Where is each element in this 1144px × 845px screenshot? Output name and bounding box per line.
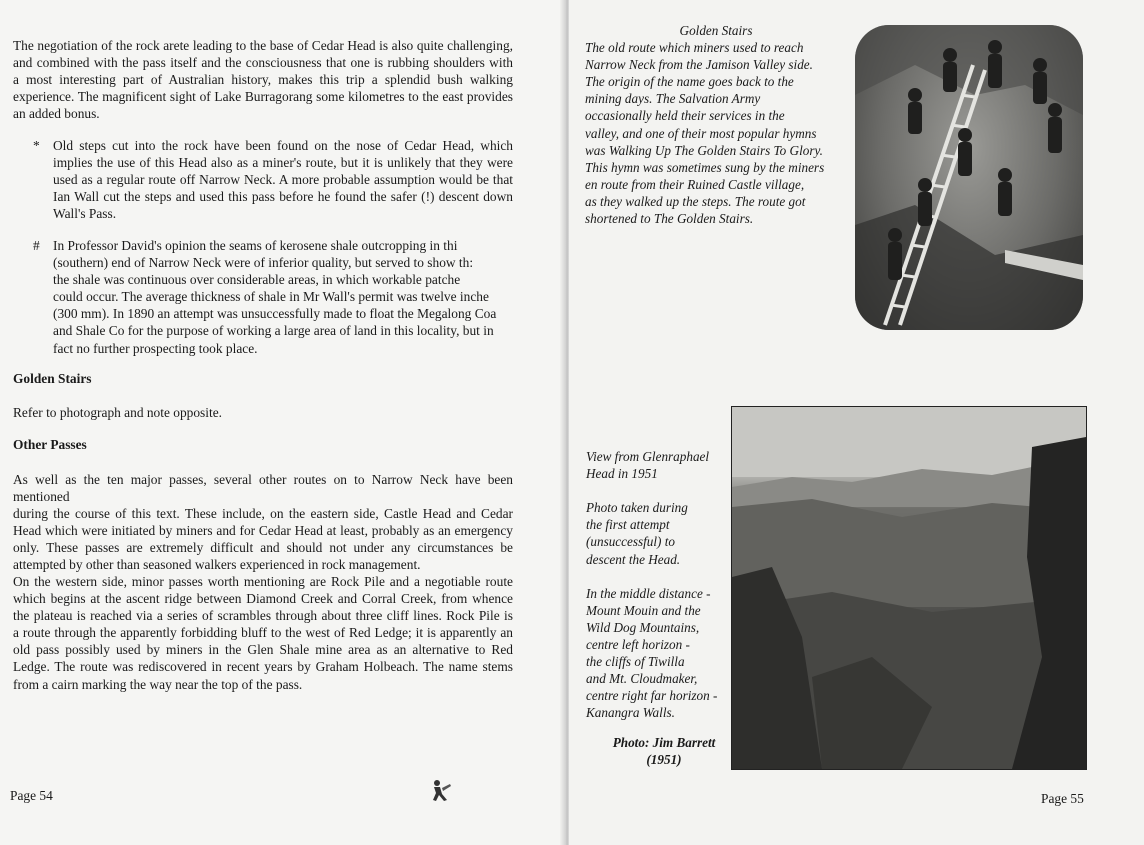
caption-spacer xyxy=(586,482,726,499)
note-hash xyxy=(53,237,523,357)
intro-line: The negotiation of the rock arete leading to the base of Cedar Head is also quite challenging, xyxy=(13,38,513,53)
golden-stairs-photo xyxy=(855,25,1083,330)
paragraph-line: old pass possibly used by miners in the Glen Shale mine area as an alternative to Red xyxy=(13,642,513,658)
paragraph-line: As well as the ten major passes, several other routes on to Narrow Neck have been mentioned xyxy=(13,472,513,505)
note-line: fact no further prospecting took place. xyxy=(53,340,258,356)
caption-line: (unsuccessful) to xyxy=(586,534,675,550)
intro-line: and combined with the pass itself and the consciousness that one is rubbing shoulders with xyxy=(13,55,513,71)
walker-logo-icon xyxy=(426,778,454,802)
note-line: implies the use of this Head also as a miner's route, but it is unlikely that they were xyxy=(53,155,513,171)
intro-line: an added bonus. xyxy=(13,106,100,122)
caption-line: Kanangra Walls. xyxy=(586,705,675,721)
caption-line: descent the Head. xyxy=(586,551,681,567)
page-number-left: Page 54 xyxy=(10,788,53,803)
paragraph-line: during the course of this text. These include, on the eastern side, Castle Head and Cedar xyxy=(13,506,513,522)
note-line: (300 mm). In 1890 an attempt was unsuccessfully made to float the Megalong Coa xyxy=(53,306,497,322)
caption-line: valley, and one of their most popular hymns xyxy=(585,125,817,141)
golden-stairs-photo-illustration xyxy=(855,25,1083,330)
caption-line: the cliffs of Tiwilla xyxy=(586,654,685,670)
intro-paragraph xyxy=(13,37,513,122)
caption-line: Photo taken during xyxy=(586,500,688,516)
caption-line: was Walking Up The Golden Stairs To Glory. xyxy=(585,142,823,158)
caption-title: Golden Stairs xyxy=(679,23,753,38)
other-passes-paragraph-1 xyxy=(13,471,513,574)
caption-line: This hymn was sometimes sung by the miners xyxy=(585,159,825,175)
caption-line: centre left horizon - xyxy=(586,637,690,653)
note-hash-symbol: # xyxy=(33,238,40,253)
page-number-right: Page 55 xyxy=(1041,791,1084,806)
caption-line: occasionally held their services in the xyxy=(585,108,785,124)
caption-line: Head in 1951 xyxy=(586,466,658,482)
caption-line: as they walked up the steps. The route got xyxy=(585,193,806,209)
golden-stairs-text: Refer to photograph and note opposite. xyxy=(13,405,222,420)
note-line: Ian Wall cut the steps and used this pass before he found the safer (!) descent down xyxy=(53,189,513,205)
note-line: Wall's Pass. xyxy=(53,206,117,222)
golden-stairs-caption xyxy=(585,22,847,227)
paragraph-line: Ledge. The route was rediscovered in recent years by Graham Holbeach. The name stems xyxy=(13,659,513,675)
paragraph-line: On the western side, minor passes worth mentioning are Rock Pile and a negotiable route xyxy=(13,574,513,589)
note-star-symbol: * xyxy=(33,138,40,153)
credit-line: (1951) xyxy=(646,752,682,767)
caption-line: Mount Mouin and the xyxy=(586,602,701,618)
left-page xyxy=(0,0,567,845)
note-line: used as a regular route off Narrow Neck. A more probable assumption would be that xyxy=(53,172,513,188)
paragraph-line: a route through the apparently forbidding bluff to the west of Red Ledge; it is apparently an xyxy=(13,625,513,641)
right-page xyxy=(569,0,1144,845)
caption-line: The origin of the name goes back to the xyxy=(585,74,794,90)
note-line: could occur. The average thickness of shale in Mr Wall's permit was twelve inche xyxy=(53,289,489,305)
paragraph-line: Head which were initiated by miners and for Cedar Head at least, probably as an emergency xyxy=(13,523,513,539)
glenraphael-view-illustration xyxy=(732,407,1086,769)
caption-line: shortened to The Golden Stairs. xyxy=(585,211,754,227)
other-passes-heading: Other Passes xyxy=(13,437,87,452)
caption-line: Wild Dog Mountains, xyxy=(586,619,700,635)
caption-line: View from Glenraphael xyxy=(586,449,710,464)
golden-stairs-heading: Golden Stairs xyxy=(13,371,92,386)
photo-credit xyxy=(589,734,739,768)
caption-line: and Mt. Cloudmaker, xyxy=(586,671,698,687)
intro-line: experience. The magnificent sight of Lake Burragorang some kilometres to the east provides xyxy=(13,89,513,105)
view-caption xyxy=(586,448,726,722)
note-line: the shale was continuous over considerable areas, in which workable patche xyxy=(53,272,461,288)
other-passes-paragraph-2 xyxy=(13,573,513,693)
caption-line: mining days. The Salvation Army xyxy=(585,91,761,107)
intro-line: a most interesting part of Australian history, makes this trip a splendid bush walking xyxy=(13,72,513,88)
caption-line: Narrow Neck from the Jamison Valley side. xyxy=(585,57,813,73)
note-line: (southern) end of Narrow Neck were of inferior quality, but served to show th: xyxy=(53,255,474,271)
caption-line: the first attempt xyxy=(586,517,670,533)
note-line: Old steps cut into the rock have been found on the nose of Cedar Head, which xyxy=(53,138,513,153)
paragraph-line: only. These passes are extremely difficult and should not under any circumstances be xyxy=(13,540,513,556)
glenraphael-view-photo xyxy=(731,406,1087,770)
caption-line: The old route which miners used to reach xyxy=(585,40,804,56)
note-star xyxy=(53,137,513,222)
note-line: and Shale Co for the purpose of working a large area of land in this locality, but in xyxy=(53,323,494,339)
caption-spacer xyxy=(586,568,726,585)
paragraph-line: the plateau is reached via a series of scrambles through about three cliff lines. Rock Pile is xyxy=(13,608,513,624)
note-line: In Professor David's opinion the seams of kerosene shale outcropping in thi xyxy=(53,238,458,253)
paragraph-line: from a cairn marking the way near the top of the pass. xyxy=(13,676,303,692)
caption-line: In the middle distance - xyxy=(586,585,711,601)
paragraph-line: attempted by other than seasoned walkers experienced in rock management. xyxy=(13,557,421,573)
credit-line: Photo: Jim Barrett xyxy=(612,735,716,750)
caption-line: centre right far horizon - xyxy=(586,688,718,704)
caption-line: en route from their Ruined Castle village, xyxy=(585,176,805,192)
paragraph-line: which begins at the ascent ridge between Diamond Creek and Corral Creek, from whence xyxy=(13,591,513,607)
